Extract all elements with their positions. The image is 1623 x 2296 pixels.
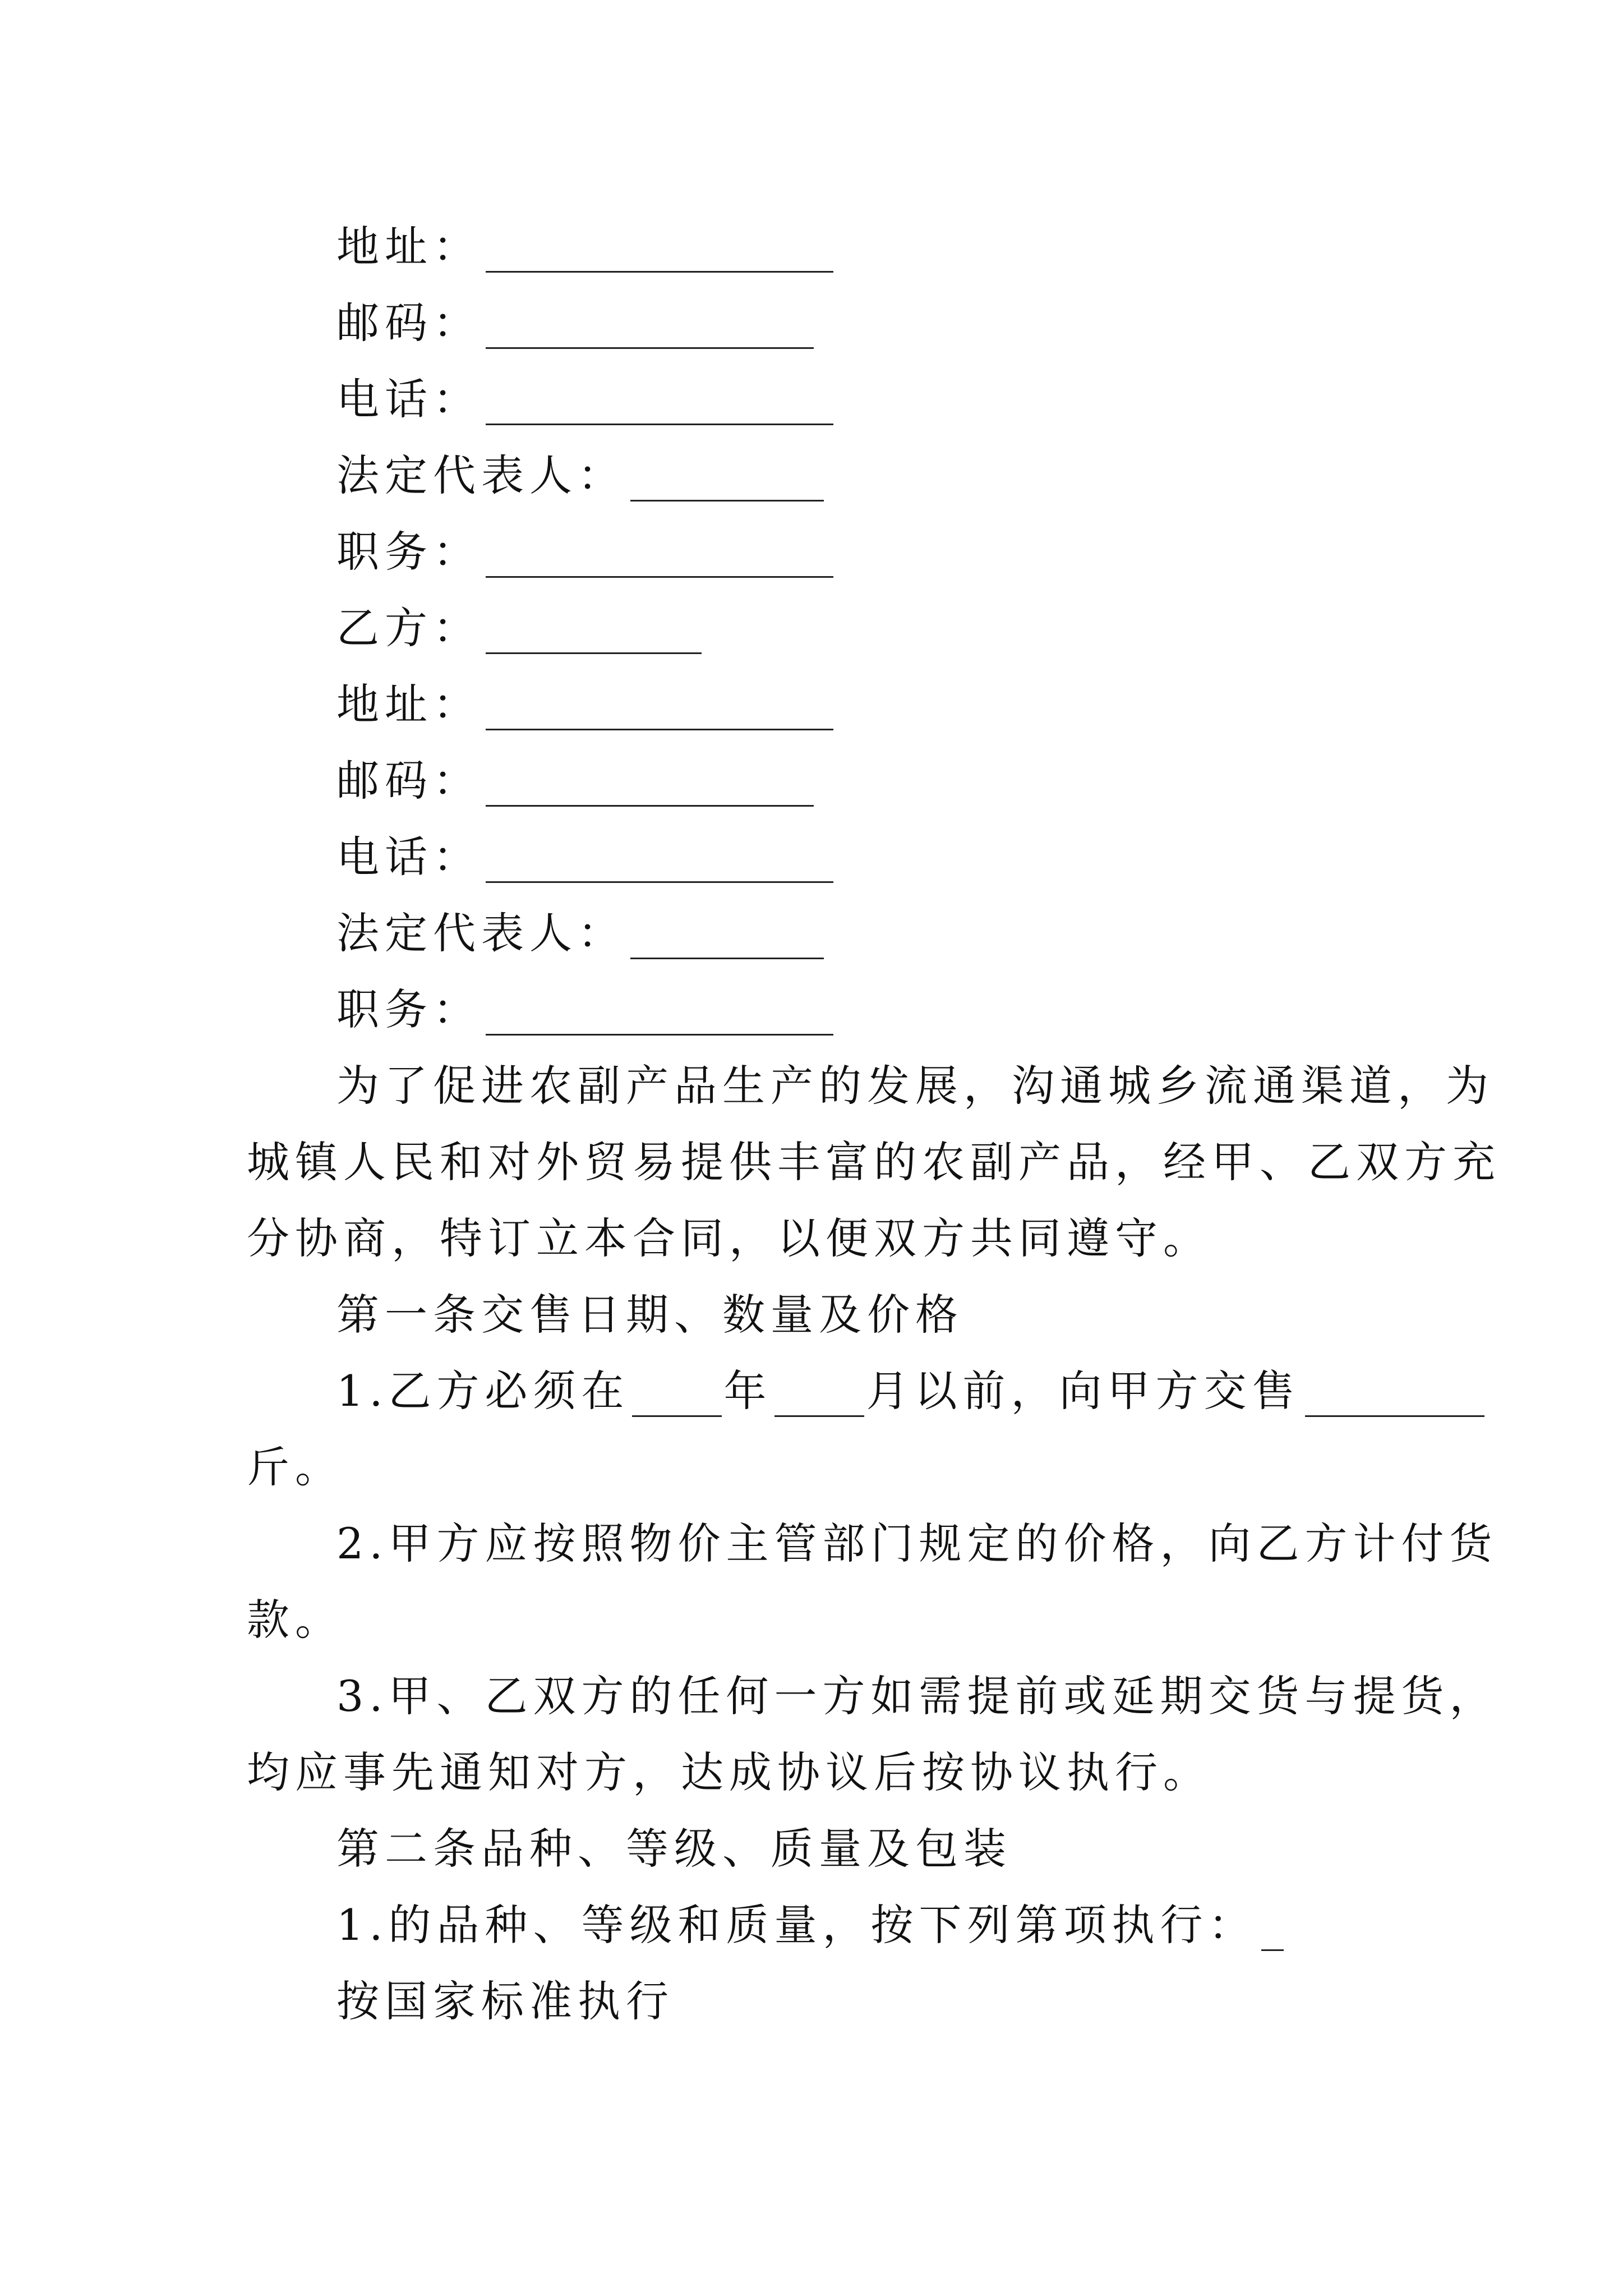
article-1-title: 第一条交售日期、数量及价格 [336,1290,963,1340]
article-1-item-1-cont: 斤。 [247,1442,343,1492]
party-a-position-row [247,514,1391,590]
party-b-phone-row [247,819,1391,895]
party-a-legal-rep-row [247,438,1391,514]
item-1-text-c: 月以前，向甲方交售 [866,1366,1301,1416]
preamble-line-3: 分协商，特订立本合同，以便双方共同遵守。 [247,1213,1211,1263]
position-blank[interactable] [486,1034,833,1036]
party-b-label: 乙方： [336,603,481,653]
item-1-text: 1.的品种、等级和质量，按下列第项执行： [336,1900,1257,1950]
party-a-phone-row [247,361,1391,438]
party-b-name-row [247,590,1391,666]
phone-label: 电话： [336,374,481,424]
article-1-item-3-cont: 均应事先通知对方，达成协议后按协议执行。 [247,1747,1211,1797]
preamble-line-1: 为了促进农副产品生产的发展，沟通城乡流通渠道，为 [336,1061,1494,1111]
article-1-item-2-cont: 款。 [247,1595,343,1645]
year-blank[interactable] [632,1415,722,1417]
postcode-label: 邮码： [336,756,481,806]
article-1-item-2: 2.甲方应按照物价主管部门规定的价格，向乙方计付货 [336,1519,1498,1568]
item-1-text-a: 1.乙方必须在 [336,1366,630,1416]
phone-blank[interactable] [486,424,833,425]
postcode-blank[interactable] [486,347,814,349]
address-label: 地址： [336,679,481,729]
article-1-item-3: 3.甲、乙双方的任何一方如需提前或延期交货与提货， [336,1671,1498,1721]
party-b-postcode-row [247,743,1391,819]
option-blank[interactable] [1261,1949,1284,1951]
article-2-title: 第二条品种、等级、质量及包装 [336,1824,1012,1874]
article-2-item-1 [247,1887,1391,1963]
legal-rep-blank[interactable] [630,958,824,959]
position-label: 职务： [336,527,481,577]
legal-rep-label: 法定代表人： [336,450,626,500]
party-b-name-blank[interactable] [486,652,702,654]
party-b-address-row [247,666,1391,743]
contract-body [247,209,1501,2040]
article-2-option-1: 按国家标准执行 [336,1976,674,2026]
postcode-label: 邮码： [336,298,481,348]
position-blank[interactable] [486,576,833,578]
party-b-legal-rep-row [247,895,1391,972]
phone-label: 电话： [336,832,481,882]
party-a-address-row [247,209,1391,285]
quantity-blank[interactable] [1305,1415,1484,1417]
month-blank[interactable] [774,1415,864,1417]
address-blank[interactable] [486,271,833,273]
party-b-position-row [247,972,1391,1048]
address-blank[interactable] [486,729,833,730]
legal-rep-blank[interactable] [630,500,824,501]
postcode-blank[interactable] [486,805,814,807]
phone-blank[interactable] [486,881,833,883]
article-1-item-1 [247,1353,1391,1429]
address-label: 地址： [336,222,481,272]
item-1-text-b: 年 [723,1366,772,1416]
preamble-line-2: 城镇人民和对外贸易提供丰富的农副产品，经甲、乙双方充 [247,1137,1501,1187]
position-label: 职务： [336,984,481,1034]
legal-rep-label: 法定代表人： [336,908,626,958]
party-a-postcode-row [247,285,1391,361]
